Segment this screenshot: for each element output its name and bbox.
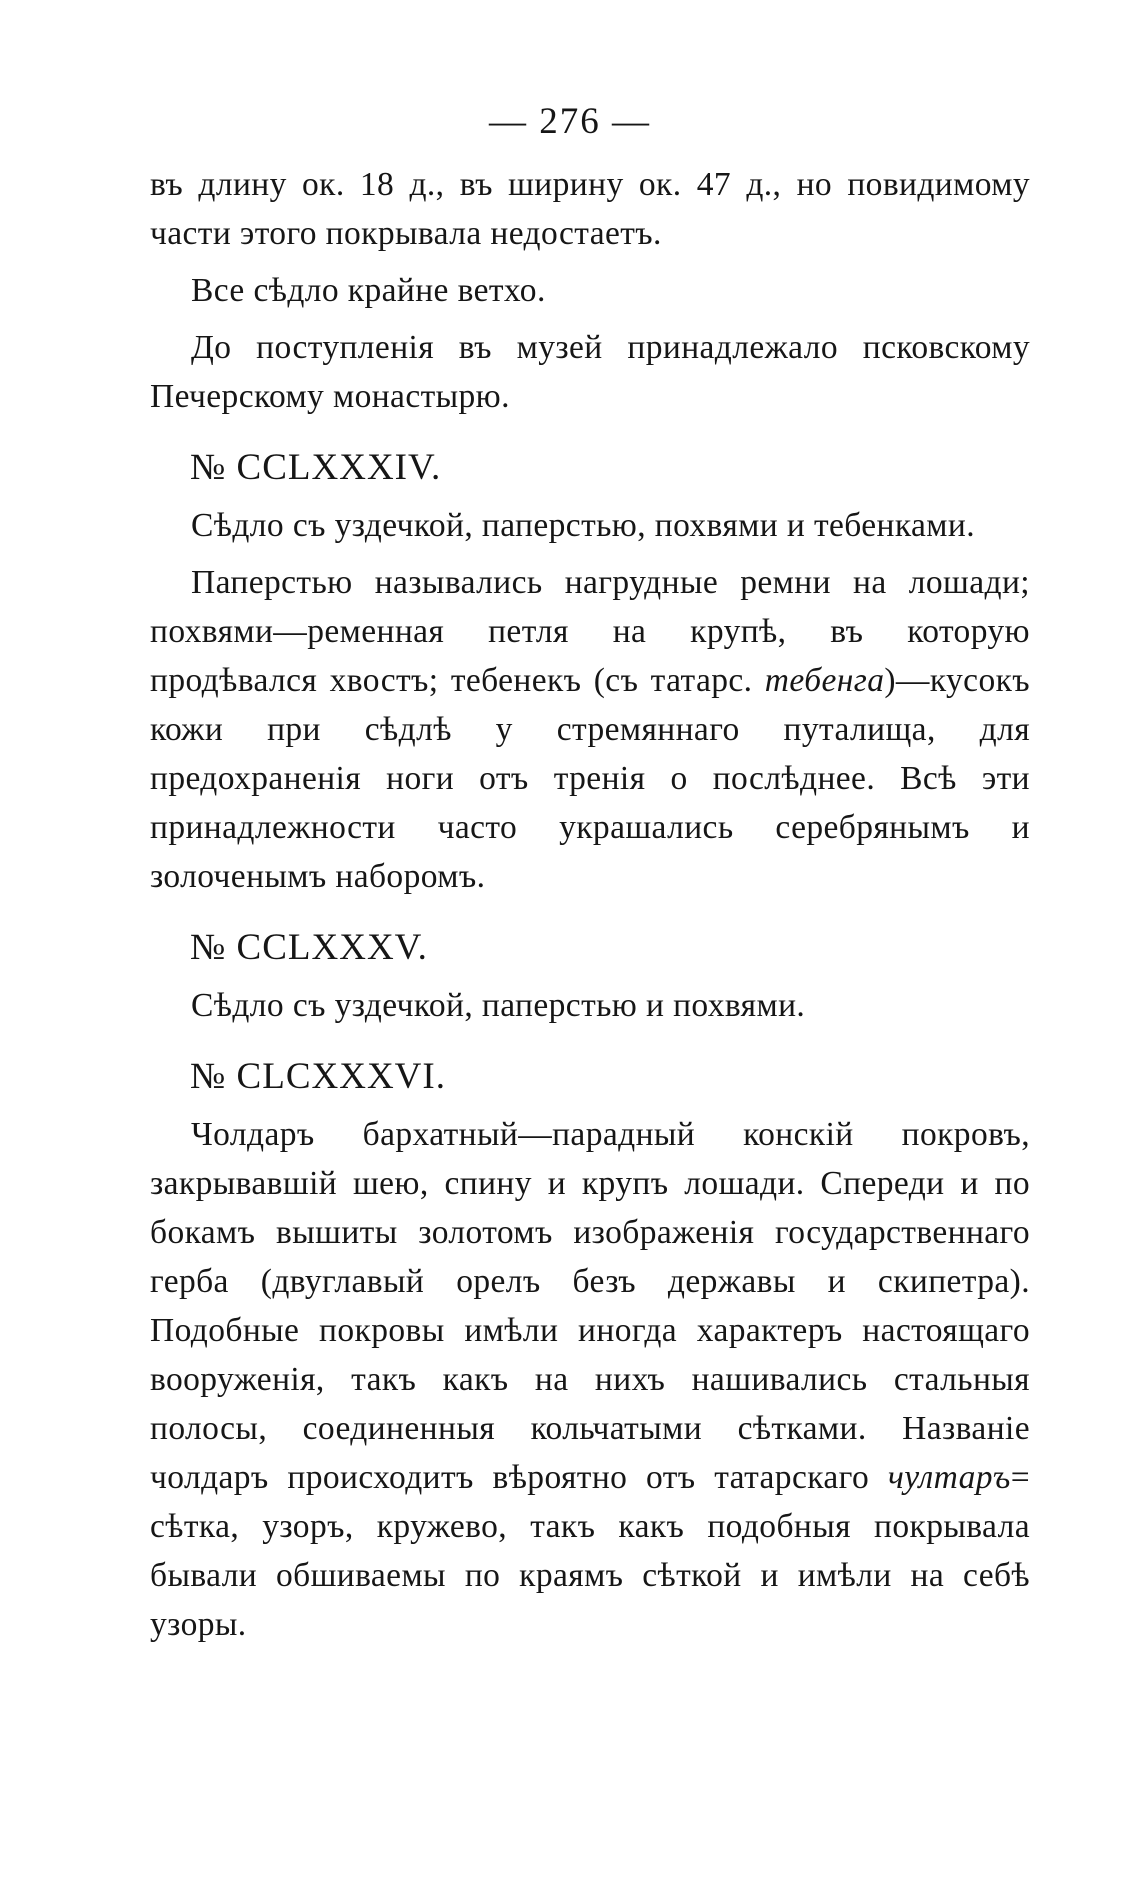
paragraph-entry-cLCXXXVI <box>150 1110 1030 1649</box>
paragraph-entry-ccLXXXIV: Сѣдло съ уздечкой, паперстью, похвями и тебенками. <box>191 507 975 544</box>
entry-heading-ccLXXXV: № CCLXXXV. <box>190 927 428 968</box>
entry-heading-ccLXXXIV: № CCLXXXIV. <box>190 447 442 488</box>
text-span: )—кусокъ кожи при сѣдлѣ у стремяннаго путалища, для предохраненія ноги отъ тренія о послѣднее. Всѣ эти принадлежности часто украшались серебрянымъ и золоченымъ наборомъ. <box>150 662 1030 895</box>
paragraph-condition: Все сѣдло крайне ветхо. <box>191 272 546 309</box>
italic-term-cultar: чултаръ <box>887 1459 1011 1496</box>
paragraph-terms-explanation <box>150 558 1030 901</box>
text-span: Чолдаръ бархатный—парадный конскій покровъ, закрывавшій шею, спину и крупъ лошади. Спереди и по бокамъ вышиты золотомъ изображенія государственнаго герба (двуглавый орелъ безъ державы и скипетра). Подобные покровы имѣли иногда характеръ настоящаго вооруженія, такъ какъ на нихъ нашивались стальныя полосы, соединенныя кольчатыми сѣтками. Названіе чолдаръ происходитъ вѣроятно отъ татарскаго <box>150 1116 1030 1496</box>
paragraph-entry-ccLXXXV: Сѣдло съ уздечкой, паперстью и похвями. <box>191 987 806 1024</box>
italic-term-tebenga: тебенга <box>764 662 885 699</box>
text-span: = сѣтка, узоръ, кружево, такъ какъ подобныя покрывала бывали обшиваемы по краямъ сѣткой и имѣли на себѣ узоры. <box>150 1459 1030 1643</box>
text-block-top <box>150 160 1030 1657</box>
paragraph-continuation: въ длину ок. 18 д., въ ширину ок. 47 д., но повидимому части этого покрывала недостаетъ. <box>150 166 1030 252</box>
text-span: Паперстью назывались нагрудные ремни на лошади; похвями—ременная петля на крупѣ, въ которую продѣвался хвостъ; тебенекъ (съ татарс. <box>150 564 1030 699</box>
paragraph-provenance: До поступленія въ музей принадлежало псковскому Печерскому монастырю. <box>150 329 1030 415</box>
page-number: — 276 — <box>489 101 651 142</box>
entry-heading-cLCXXXVI: № CLCXXXVI. <box>190 1056 446 1097</box>
